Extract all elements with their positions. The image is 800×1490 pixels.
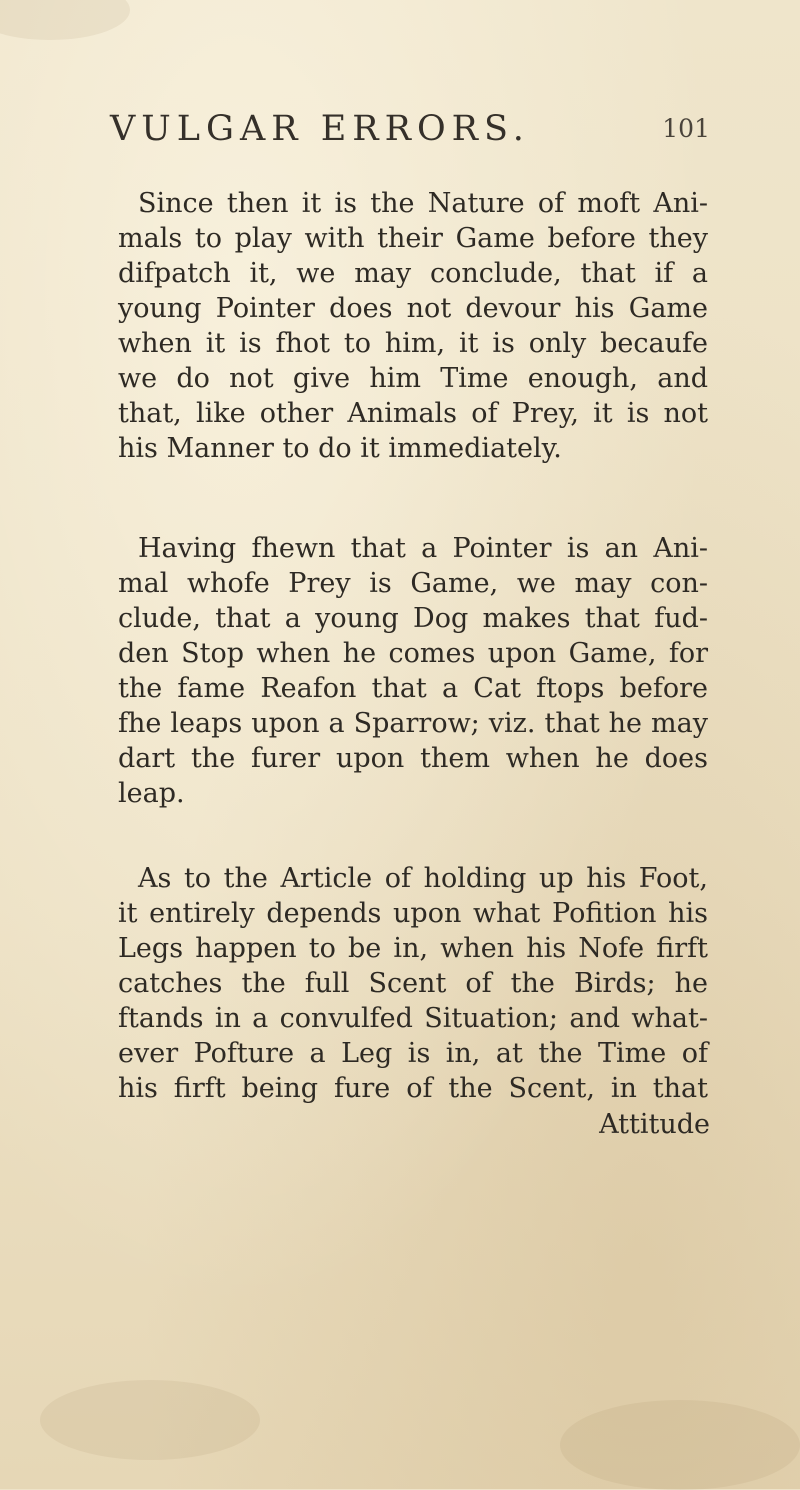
text-line: mal whofe Prey is Game, we may con- (118, 568, 708, 599)
text-line: Having fhewn that a Pointer is an Ani- (138, 533, 708, 564)
text-line: ftands in a convulfed Situation; and what- (118, 1003, 708, 1034)
text-line: difpatch it, we may conclude, that if a (118, 258, 708, 289)
text-line: dart the furer upon them when he does (118, 743, 708, 774)
text-line: ever Pofture a Leg is in, at the Time of (118, 1038, 708, 1069)
text-line: fhe leaps upon a Sparrow; viz. that he may (118, 708, 708, 739)
paragraph-3 (118, 861, 708, 1106)
text-line: that, like other Animals of Prey, it is not (118, 398, 708, 429)
paragraph-2 (118, 531, 708, 811)
paper-stain (0, 0, 130, 40)
paragraph-1 (118, 186, 708, 466)
paper-stain (560, 1400, 800, 1490)
text-line: den Stop when he comes upon Game, for (118, 638, 708, 669)
page-number: 101 (662, 114, 710, 143)
page-header (110, 104, 710, 154)
running-head: VULGAR ERRORS. (110, 109, 530, 149)
paper-stain (40, 1380, 260, 1460)
text-line: the fame Reafon that a Cat ftops before (118, 673, 708, 704)
text-line: mals to play with their Game before they (118, 223, 708, 254)
text-line: As to the Article of holding up his Foot, (138, 863, 708, 894)
text-line: his firft being fure of the Scent, in that (118, 1073, 708, 1104)
text-line: leap. (118, 778, 185, 809)
text-line: we do not give him Time enough, and (118, 363, 708, 394)
text-line: when it is fhot to him, it is only becaufe (118, 328, 708, 359)
text-line: catches the full Scent of the Birds; he (118, 968, 708, 999)
text-line: Since then it is the Nature of moft Ani- (138, 188, 708, 219)
text-line: it entirely depends upon what Pofition his (118, 898, 708, 929)
text-line: his Manner to do it immediately. (118, 433, 562, 464)
text-line: young Pointer does not devour his Game (118, 293, 708, 324)
catchword: Attitude (599, 1109, 710, 1140)
text-line: clude, that a young Dog makes that fud- (118, 603, 708, 634)
text-line: Legs happen to be in, when his Nofe firft (118, 933, 708, 964)
